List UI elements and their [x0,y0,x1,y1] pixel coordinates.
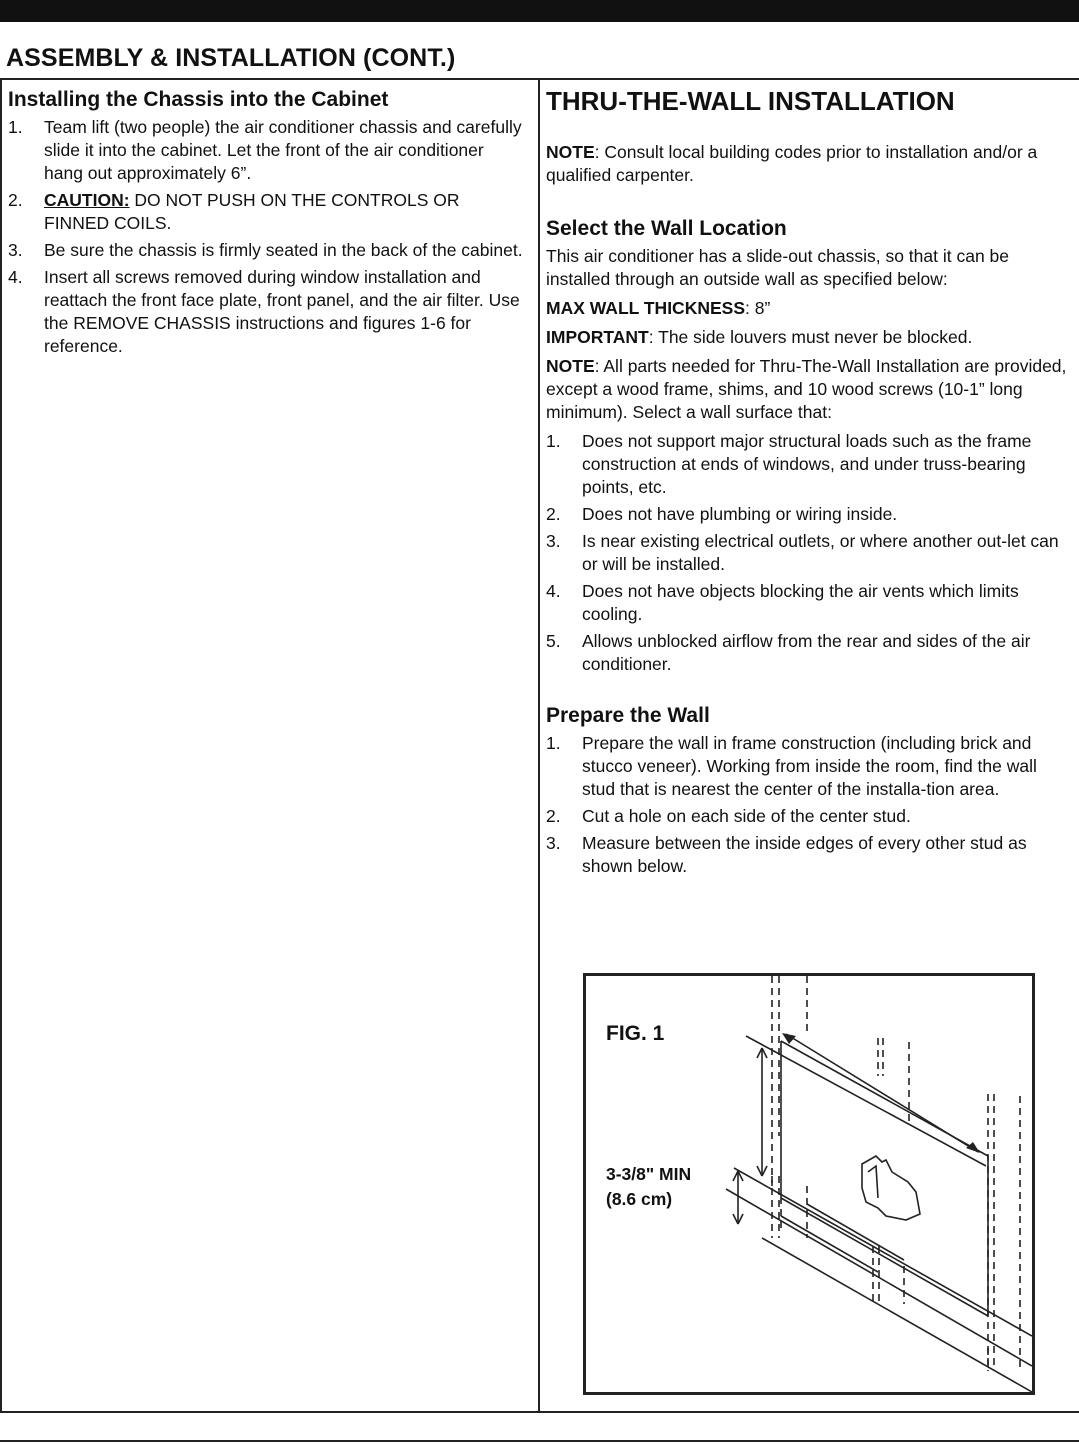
item-text: Does not support major structural loads such as the frame construction at ends of windows, and under truss-bearing points, etc. [582,431,1032,497]
item-number: 2. [546,504,561,524]
list-item [546,580,1070,626]
item-number: 5. [546,631,561,651]
list-item [546,805,1070,828]
opening-bottom-edge [781,1198,988,1316]
note-consult [546,141,1070,187]
important-text: : The side louvers must never be blocked. [648,327,973,347]
select-intro: This air conditioner has a slide-out chassis, so that it can be installed through an outside wall as specified below: [546,246,1010,289]
sill-line [726,1189,1032,1366]
step-number: 1. [8,117,23,137]
important-note [546,326,1070,349]
chassis-steps [8,116,526,358]
item-text: Cut a hole on each side of the center stud. [582,806,911,826]
caution-label: CAUTION: [44,190,130,210]
item-number: 3. [546,531,561,551]
figure-1 [583,973,1035,1395]
note-label: NOTE [546,356,595,376]
arrow-head [966,1142,980,1153]
step-text: DO NOT PUSH ON THE CONTROLS OR FINNED COILS. [44,190,460,233]
item-text: Is near existing electrical outlets, or where another out-let can or will be installed. [582,531,1059,574]
list-item [8,189,526,235]
chassis-heading: Installing the Chassis into the Cabinet [8,88,389,111]
list-item [546,832,1070,878]
prepare-wall-list [546,732,1070,878]
select-wall-heading: Select the Wall Location [546,217,787,240]
list-item [546,530,1070,576]
page-title: ASSEMBLY & INSTALLATION (CONT.) [6,44,456,72]
note-text: : All parts needed for Thru-The-Wall Installation are provided, except a wood frame, shims, and 10 wood screws (10-1” long minimum). Select a wall surface that: [546,356,1067,422]
min-dimension-label [606,1162,691,1212]
list-item [546,630,1070,676]
width-dimension-line [786,1034,978,1152]
bottom-rule [0,1440,1079,1442]
max-value: : 8” [745,298,771,318]
spacer [546,193,1070,217]
item-text: Does not have plumbing or wiring inside. [582,504,898,524]
sill-line [762,1238,1032,1392]
spacer [546,680,1070,704]
item-text: Does not have objects blocking the air vents which limits cooling. [582,581,1019,624]
item-number: 3. [546,833,561,853]
list-item [546,732,1070,801]
step-text: Be sure the chassis is firmly seated in the back of the cabinet. [44,240,523,260]
sill-line [807,1204,904,1260]
list-item [546,430,1070,499]
list-item [8,239,526,262]
step-number: 4. [8,267,23,287]
upper-wall-line [746,1036,986,1166]
list-item [8,116,526,185]
sill-line [781,1216,878,1272]
item-number: 2. [546,806,561,826]
step-text: Insert all screws removed during window installation and reattach the front face plate, front panel, and the air filter. Use the REMOVE CHASSIS instructions and figures 1-6 for reference. [44,267,520,356]
wall-hole-shape [868,1166,878,1198]
thru-wall-heading: THRU-THE-WALL INSTALLATION [546,86,955,116]
item-number: 1. [546,733,561,753]
item-number: 4. [546,581,561,601]
important-label: IMPORTANT [546,327,649,347]
wall-studs [772,976,1020,1371]
parts-note [546,355,1070,424]
max-wall-thickness [546,297,1070,320]
top-black-bar [0,0,1079,22]
note-text: : Consult local building codes prior to installation and/or a qualified carpenter. [546,142,1038,185]
list-item [546,503,1070,526]
item-text: Prepare the wall in frame construction (including brick and stucco veneer). Working from inside the room, find the wall stud that is nearest the center of the installa-tion area. [582,733,1037,799]
prepare-wall-heading: Prepare the Wall [546,704,710,727]
item-text: Measure between the inside edges of every other stud as shown below. [582,833,1027,876]
step-number: 3. [8,240,23,260]
step-number: 2. [8,190,23,210]
item-text: Allows unblocked airflow from the rear and sides of the air conditioner. [582,631,1031,674]
step-text: Team lift (two people) the air conditioner chassis and carefully slide it into the cabinet. Let the front of the air conditioner hang out approximately 6”. [44,117,522,183]
figure-label: FIG. 1 [606,1022,665,1045]
column-divider [538,78,540,1411]
list-item [8,266,526,358]
dimension-imperial: 3-3/8" MIN [606,1164,692,1184]
left-column [8,88,526,362]
max-label: MAX WALL THICKNESS [546,298,745,318]
note-label: NOTE [546,142,595,162]
dimension-metric: (8.6 cm) [606,1189,673,1209]
wall-criteria-list [546,430,1070,676]
right-column [546,86,1070,882]
wall-hole-shape [862,1156,920,1220]
item-number: 1. [546,431,561,451]
